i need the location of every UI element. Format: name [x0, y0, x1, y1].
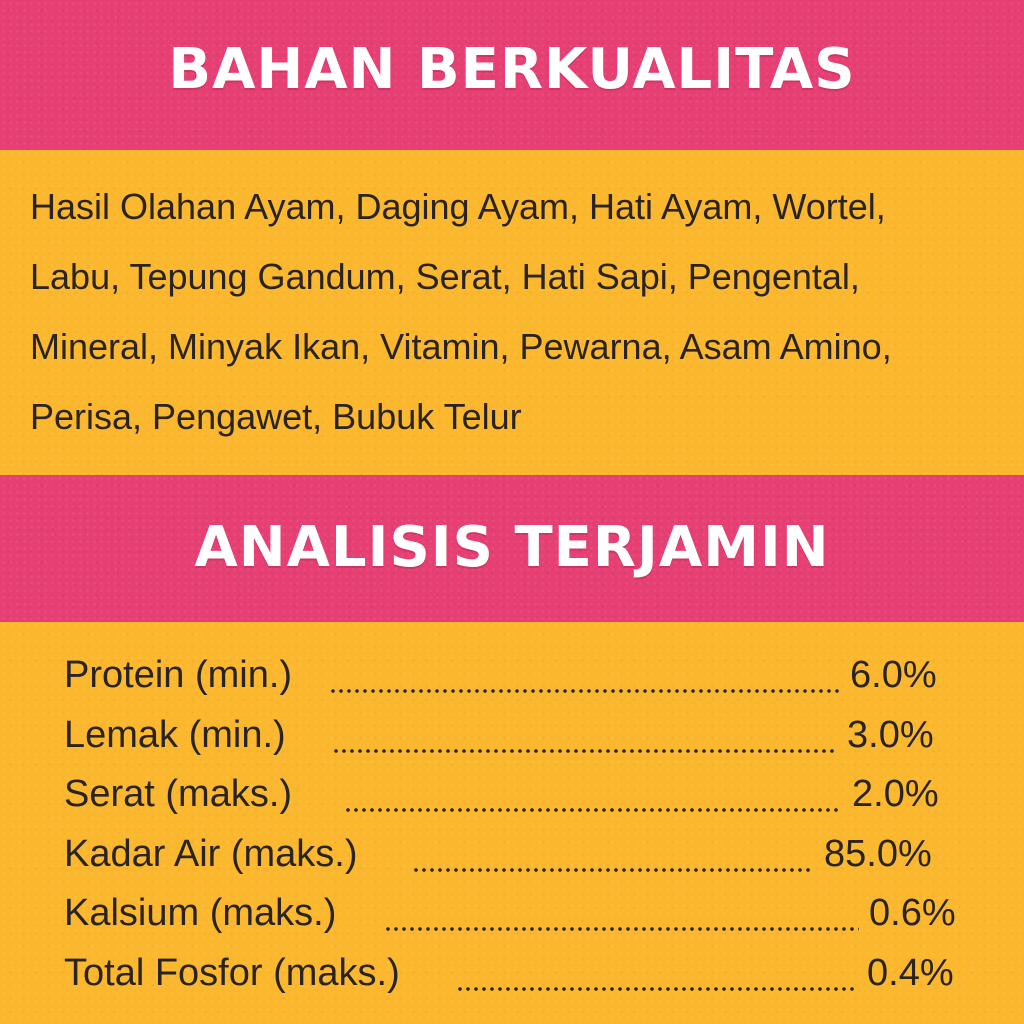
analysis-label: Serat (maks.)	[64, 773, 293, 815]
analysis-title: ANALISIS TERJAMIN	[194, 515, 830, 580]
ingredients-line: Mineral, Minyak Ikan, Vitamin, Pewarna, Asam Amino,	[30, 326, 892, 367]
analysis-value: 85.0%	[824, 832, 932, 875]
ingredients-header-band	[0, 0, 1024, 150]
analysis-label: Protein (min.)	[64, 654, 293, 696]
dot-leader	[456, 986, 856, 992]
analysis-header-band	[0, 475, 1024, 622]
ingredients-panel	[0, 150, 1024, 475]
analysis-label: Lemak (min.)	[64, 713, 286, 756]
ingredients-title: BAHAN BERKUALITAS	[168, 37, 856, 102]
analysis-value: 0.4%	[867, 951, 954, 994]
ingredients-list	[30, 172, 1005, 452]
analysis-value: 0.6%	[869, 892, 956, 934]
ingredients-line: Labu, Tepung Gandum, Serat, Hati Sapi, Pengental,	[30, 256, 860, 297]
ingredients-line: Hasil Olahan Ayam, Daging Ayam, Hati Ayam, Wortel,	[30, 186, 886, 227]
analysis-value: 3.0%	[847, 713, 934, 756]
analysis-value: 2.0%	[852, 773, 939, 815]
dot-leader	[332, 748, 837, 754]
dot-leader	[384, 926, 859, 932]
analysis-panel	[0, 622, 1024, 1024]
analysis-label: Total Fosfor (maks.)	[64, 951, 400, 994]
dot-leader	[329, 688, 839, 694]
dot-leader	[412, 867, 814, 873]
ingredients-line: Perisa, Pengawet, Bubuk Telur	[30, 396, 522, 437]
dot-leader	[344, 807, 842, 813]
analysis-label: Kalsium (maks.)	[64, 892, 337, 934]
analysis-value: 6.0%	[850, 654, 937, 696]
analysis-label: Kadar Air (maks.)	[64, 832, 358, 875]
